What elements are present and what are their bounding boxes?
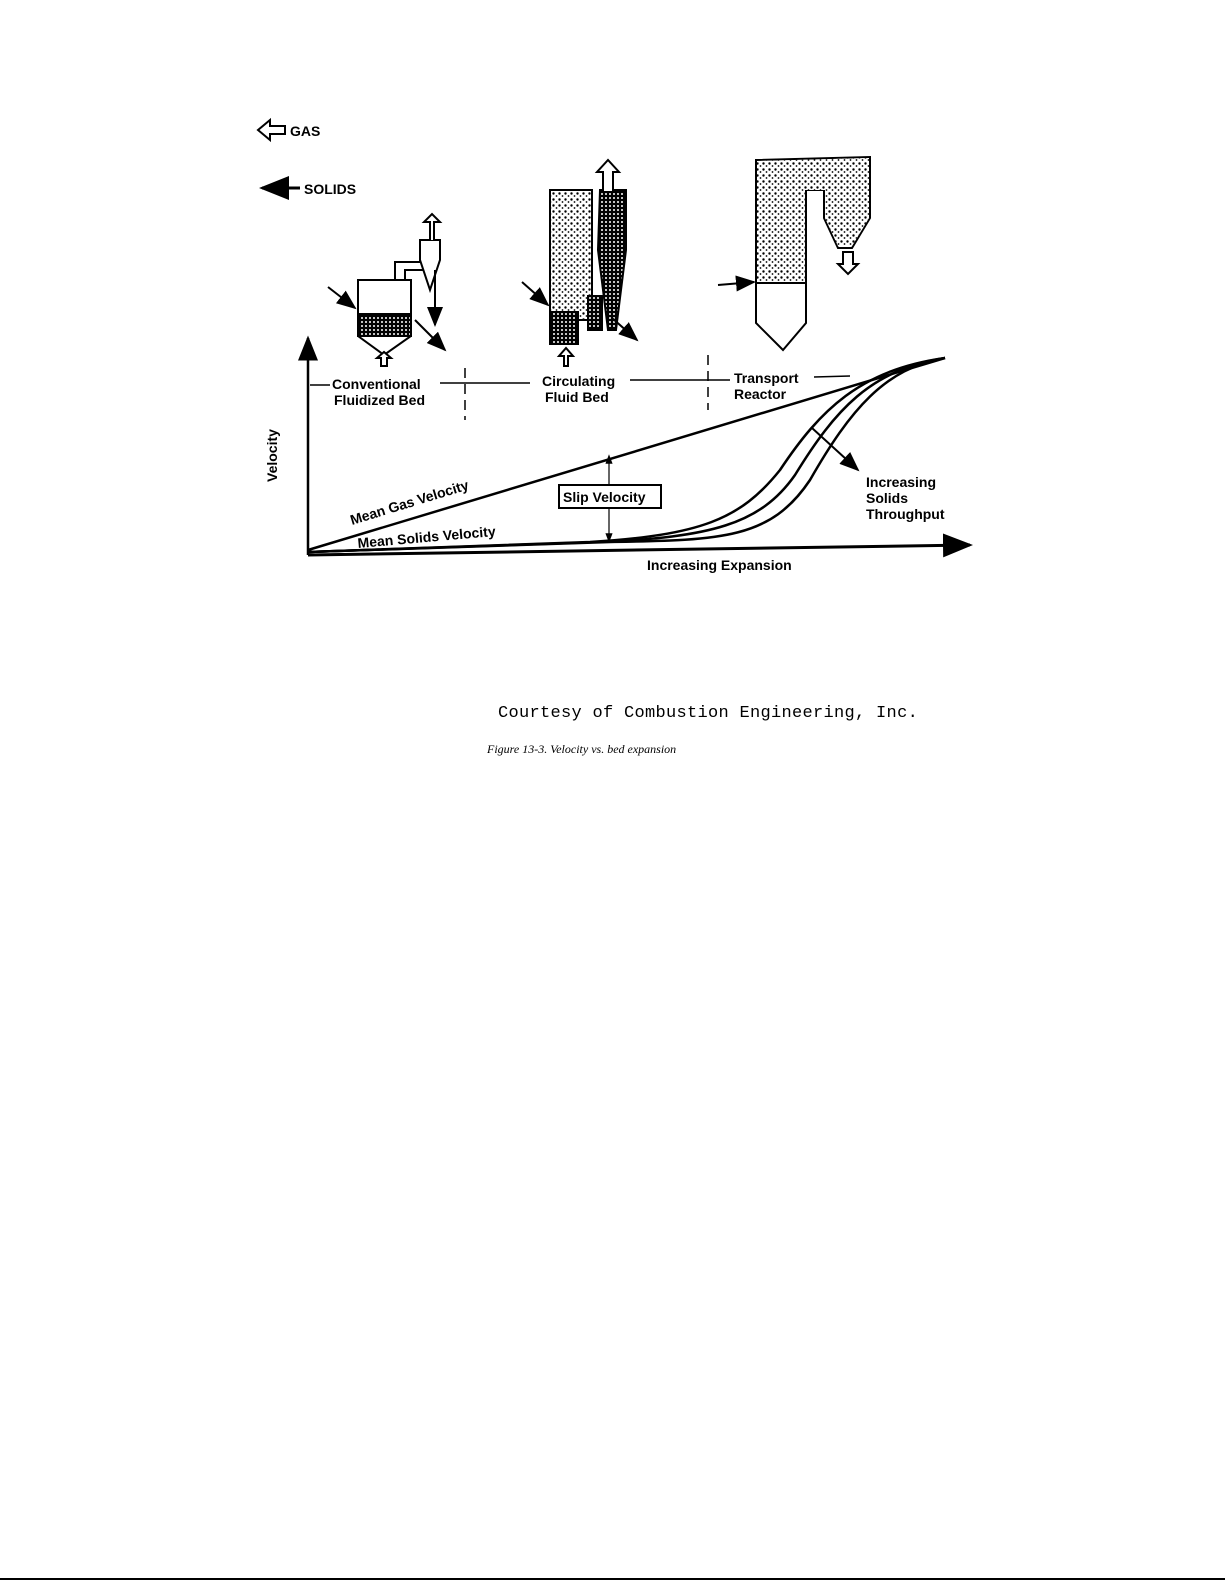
gas-arrow-icon (258, 120, 285, 140)
regime-conventional-line1: Conventional (332, 376, 421, 392)
mean-solids-velocity-label: Mean Solids Velocity (356, 522, 497, 551)
circulating-bed-illustration (522, 160, 637, 366)
legend (258, 120, 356, 197)
mean-gas-velocity-label: Mean Gas Velocity (348, 476, 471, 528)
regime-conventional-line2: Fluidized Bed (334, 392, 425, 408)
throughput-label-line2: Solids (866, 490, 909, 506)
y-axis-label: Velocity (264, 429, 280, 482)
conventional-bed-illustration (328, 214, 445, 366)
courtesy-credit: Courtesy of Combustion Engineering, Inc. (498, 704, 919, 723)
x-axis-label: Increasing Expansion (647, 557, 792, 573)
throughput-label-line1: Increasing (866, 474, 937, 490)
regime-circulating-line1: Circulating (542, 373, 616, 389)
legend-gas-label: GAS (290, 123, 321, 139)
transport-reactor-illustration (718, 157, 870, 350)
slip-velocity-label: Slip Velocity (563, 489, 646, 505)
regime-transport-line1: Transport (734, 370, 799, 386)
page-bottom-border (0, 1578, 1225, 1580)
throughput-label-line3: Throughput (866, 506, 945, 522)
regime-transport-line2: Reactor (734, 386, 787, 402)
legend-solids-label: SOLIDS (304, 181, 357, 197)
regime-circulating-line2: Fluid Bed (545, 389, 609, 405)
figure-caption: Figure 13-3. Velocity vs. bed expansion (487, 742, 677, 756)
